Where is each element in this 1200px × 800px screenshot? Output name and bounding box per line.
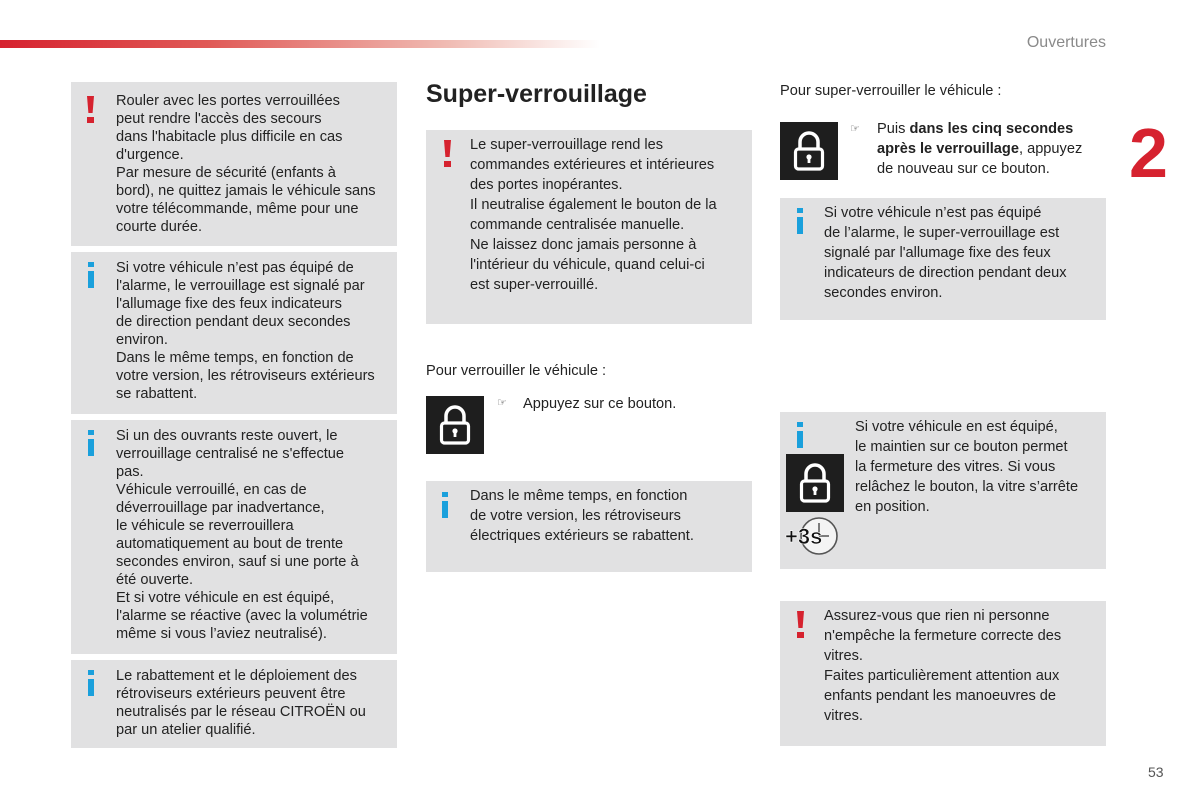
warning-box-doors-locked: [71, 82, 397, 246]
padlock-closed-icon: [426, 396, 484, 454]
info-text: Dans le même temps, en fonction de votre version, les rétroviseurs électriques extérieurs se rabattent.: [470, 488, 694, 544]
hold-three-seconds-icon: [785, 514, 841, 558]
super-lock-instruction-text: Puis dans les cinq secondes après le verrouillage, appuyez de nouveau sur ce bouton.: [877, 121, 1083, 177]
hand-pointer-icon: ☞: [850, 123, 860, 135]
info-box-lock-signal: [71, 252, 397, 414]
info-text: Si un des ouvrants reste ouvert, le verrouillage centralisé ne s'effectue pas. Véhicule verrouillé, en cas de déverrouillage par inadvertance, le véhicule se reverrouillera automatiquement au bout de trente secondes environ, sauf si une porte à été ouverte. Et si votre véhicule en est équipé, l'alarme se réactive (avec la volumétrie même si vous l’aviez neutralisé).: [116, 428, 368, 642]
info-box-open-door: [71, 420, 397, 654]
padlock-closed-icon: [786, 454, 844, 512]
page-number: 53: [1148, 764, 1164, 780]
padlock-closed-icon: [780, 122, 838, 180]
lock-button-tile: [426, 396, 484, 454]
super-lock-button-tile: [780, 122, 838, 180]
lock-intro-text: Pour verrouiller le véhicule :: [426, 363, 607, 379]
info-box-mirrors-fold: [426, 481, 752, 572]
info-box-mirrors: [71, 660, 397, 748]
super-lock-intro-text: Pour super-verrouiller le véhicule :: [780, 83, 1002, 99]
warning-text: Le super-verrouillage rend les commandes extérieures et intérieures des portes inopérantes. Il neutralise également le bouton de la commande centralisée manuelle. Ne laissez donc jamais personne à l'intérieur du véhicule, quand celui-ci est super-verrouillé.: [470, 137, 717, 293]
header-accent-bar: [0, 40, 600, 48]
info-text: Le rabattement et le déploiement des rétroviseurs extérieurs peuvent être neutralisés par le réseau CITROËN ou par un atelier qualifié.: [116, 668, 366, 738]
lock-instruction-text: Appuyez sur ce bouton.: [523, 396, 677, 412]
info-text: Si votre véhicule n’est pas équipé de l’alarme, le super-verrouillage est signalé par l'allumage fixe des feux indicateurs de direction pendant deux secondes environ.: [824, 205, 1067, 301]
info-text: Si votre véhicule n’est pas équipé de l'alarme, le verrouillage est signalé par l'allumage fixe des feux indicateurs de direction pendant deux secondes environ. Dans le même temps, en fonction de votre version, les rétroviseurs extérieurs se rabattent.: [116, 260, 375, 402]
warning-text: Assurez-vous que rien ni personne n'empêche la fermeture correcte des vitres. Faites particulièrement attention aux enfants pendant les manoeuvres de vitres.: [824, 608, 1062, 724]
warning-text: Rouler avec les portes verrouillées peut rendre l'accès des secours dans l'habitacle plus difficile en cas d'urgence. Par mesure de sécurité (enfants à bord), ne quittez jamais le véhicule sans votre télécommande, même pour une courte durée.: [116, 93, 376, 235]
chapter-number: 2: [1129, 114, 1168, 192]
warning-box-super-lock: [426, 130, 752, 324]
page-heading: Super-verrouillage: [426, 80, 647, 108]
warning-box-window-safety: [780, 601, 1106, 746]
section-title: Ouvertures: [1026, 34, 1106, 51]
timer-label: +3s: [785, 524, 823, 549]
hand-pointer-icon: ☞: [497, 397, 507, 409]
window-lock-button-tile: [786, 454, 844, 512]
info-box-super-lock-signal: [780, 198, 1106, 320]
info-text: Si votre véhicule en est équipé, le maintien sur ce bouton permet la fermeture des vitres. Si vous relâchez le bouton, la vitre s’arrête en position.: [855, 419, 1079, 515]
